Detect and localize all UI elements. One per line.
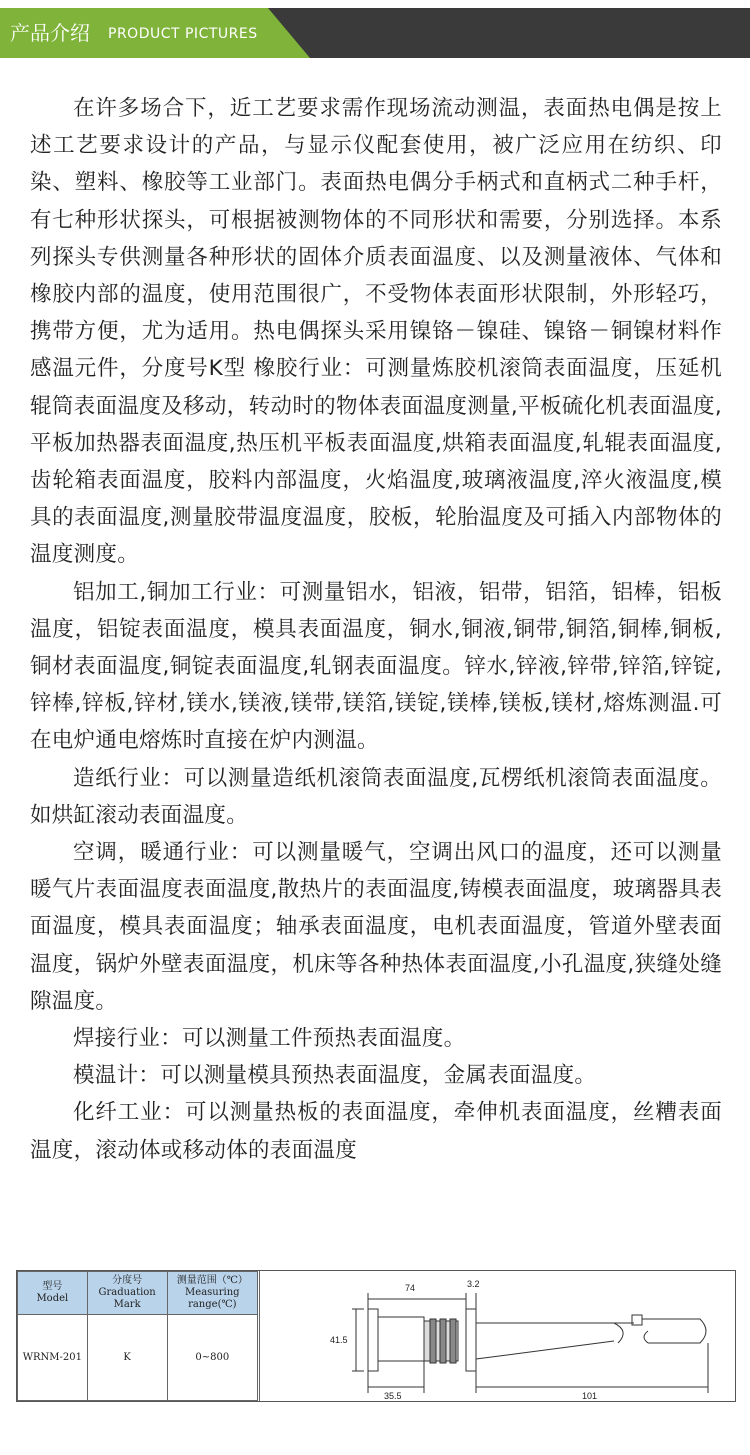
dim-label-35-5: 35.5 (384, 1391, 402, 1401)
section-subtitle: PRODUCT PICTURES (108, 26, 258, 42)
probe-drawing (259, 1271, 736, 1401)
dim-label-3-2: 3.2 (467, 1279, 480, 1289)
paragraph-intro: 在许多场合下，近工艺要求需作现场流动测温，表面热电偶是按上述工艺要求设计的产品，与显示仪配套使用，被广泛应用在纺织、印染、塑料、橡胶等工业部门。表面热电偶分手柄式和直柄式二种手杆，有七种形状探头，可根据被测物体的不同形状和需要，分别选择。本系列探头专供测量各种形状的固体介质表面温度、以及测量液体、气体和橡胶内部的温度，使用范围很广，不受物体表面形状限制，外形轻巧，携带方便，尤为适用。热电偶探头采用镍铬－镍硅、镍铬－铜镍材料作感温元件，分度号K型 橡胶行业：可测量炼胶机滚筒表面温度，压延机辊筒表面温度及移动，转动时的物体表面温度测量,平板硫化机表面温度,平板加热器表面温度,热压机平板表面温度,烘箱表面温度,轧辊表面温度,齿轮箱表面温度，胶料内部温度，火焰温度,玻璃液温度,淬火液温度,模具的表面温度,测量胶带温度温度，胶板，轮胎温度及可插入内部物体的温度测度。 (30, 96, 722, 568)
paragraph-hvac: 空调，暖通行业：可以测量暖气，空调出风口的温度，还可以测量暖气片表面温度表面温度,散热片的表面温度,铸模表面温度，玻璃器具表面温度，模具表面温度；轴承表面温度，电机表面温度，管道外壁表面温度，锅炉外壁表面温度，机床等各种热体表面温度,小孔温度,狭缝处缝隙温度。 (30, 840, 722, 1014)
paragraph-paper: 造纸行业：可以测量造纸机滚筒表面温度,瓦楞纸机滚筒表面温度。如烘缸滚动表面温度。 (30, 765, 722, 828)
paragraph-welding: 焊接行业：可以测量工件预热表面温度。 (73, 1026, 466, 1052)
cell-range: 0~800 (167, 1315, 257, 1401)
header-model: 型号 Model (18, 1272, 88, 1315)
paragraph-chemical-fiber: 化纤工业：可以测量热板的表面温度，牵伸机表面温度，丝糟表面温度，滚动体或移动体的表面温度 (30, 1100, 722, 1163)
header-graduation: 分度号 Graduation Mark (87, 1272, 167, 1315)
dim-label-101: 101 (582, 1391, 598, 1401)
paragraph-mold-thermometer: 模温计：可以测量模具预热表面温度，金属表面温度。 (73, 1063, 597, 1089)
dim-label-41-5: 41.5 (330, 1335, 348, 1345)
product-description (30, 90, 722, 1169)
cell-graduation: K (87, 1315, 167, 1401)
spec-table (17, 1271, 258, 1401)
probe-dimension-svg (260, 1271, 736, 1401)
spec-table-block (16, 1270, 736, 1402)
dim-label-74: 74 (405, 1283, 416, 1293)
section-title: 产品介绍 (10, 21, 90, 45)
header-range: 测量范围（℃） Measuring range(℃) (167, 1272, 257, 1315)
spec-table-header-row (18, 1272, 258, 1315)
cell-model: WRNM-201 (18, 1315, 88, 1401)
table-row (18, 1315, 258, 1401)
section-header (0, 0, 750, 62)
paragraph-aluminum-copper: 铝加工,铜加工行业：可测量铝水，铝液，铝带，铝箔，铝棒，铝板温度，铝锭表面温度，模具表面温度，铜水,铜液,铜带,铜箔,铜棒,铜板,铜材表面温度,铜锭表面温度,轧钢表面温度。锌水,锌液,锌带,锌箔,锌锭,锌棒,锌板,锌材,镁水,镁液,镁带,镁箔,镁锭,镁棒,镁板,镁材,熔炼测温.可在电炉通电熔炼时直接在炉内测温。 (30, 579, 722, 754)
